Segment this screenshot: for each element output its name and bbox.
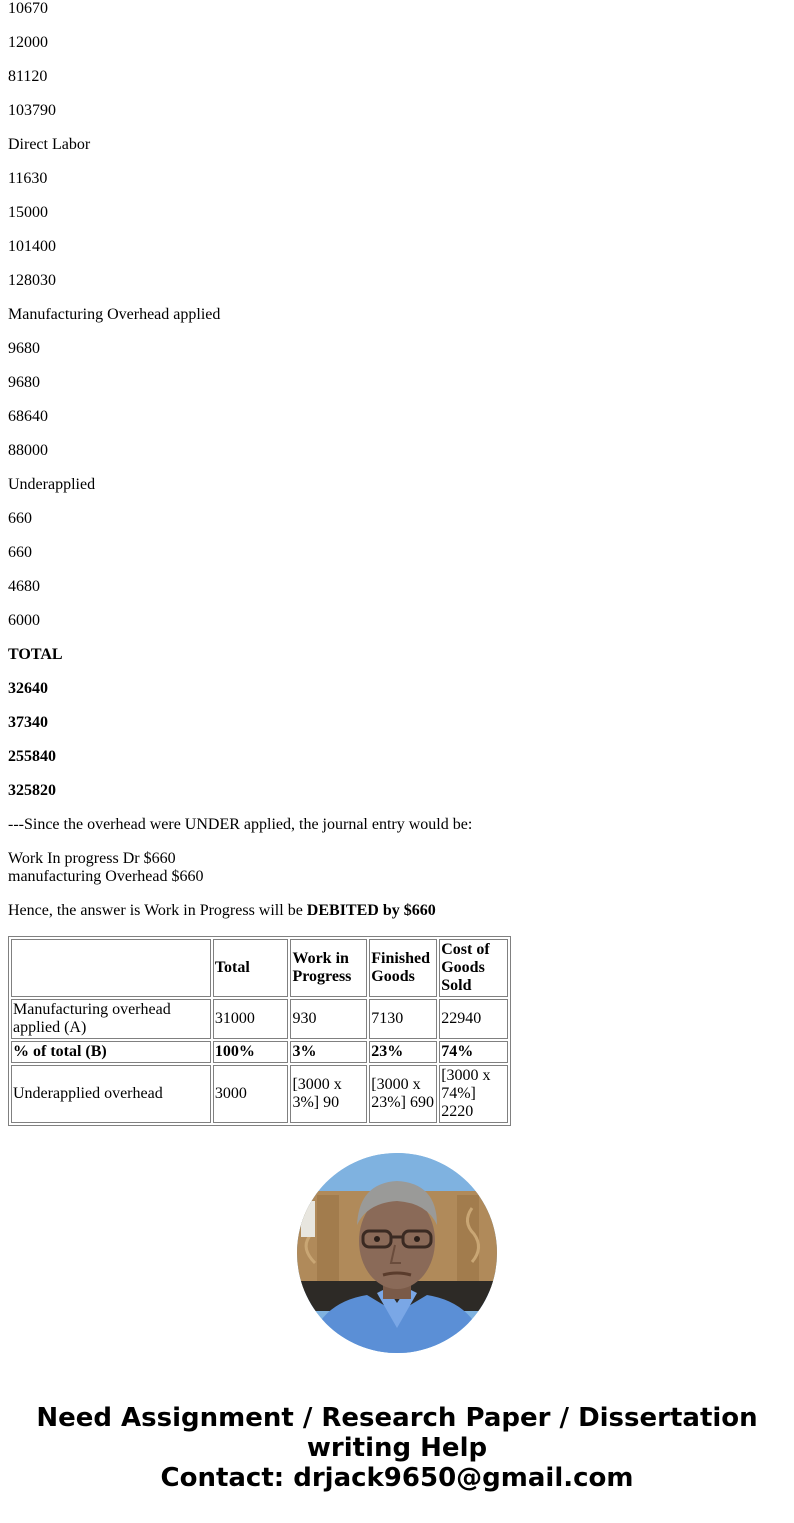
ledger-line: 101400 bbox=[8, 238, 56, 255]
cell-finished-goods: [3000 x 23%] 690 bbox=[369, 1065, 437, 1123]
promo-contact-email[interactable]: Contact: drjack9650@gmail.com bbox=[160, 1463, 634, 1493]
explanation-intro: ---Since the overhead were UNDER applied, the journal entry would be: bbox=[8, 816, 473, 833]
ledger-line: 660 bbox=[8, 544, 32, 561]
ledger-total-value: 32640 bbox=[8, 680, 48, 697]
document-body bbox=[8, 0, 786, 1126]
ledger-line: 15000 bbox=[8, 204, 48, 221]
table-header-cogs: Cost of Goods Sold bbox=[439, 939, 508, 997]
cell-total: 100% bbox=[213, 1041, 289, 1063]
ledger-line: 88000 bbox=[8, 442, 48, 459]
table-row bbox=[11, 1041, 508, 1063]
promo-footer bbox=[0, 1403, 794, 1493]
answer-emphasis: DEBITED by $660 bbox=[306, 902, 436, 919]
table-header-blank bbox=[11, 939, 211, 997]
table-header-total: Total bbox=[213, 939, 289, 997]
cell-cogs: 74% bbox=[439, 1041, 508, 1063]
overhead-allocation-table bbox=[8, 936, 511, 1126]
cell-finished-goods: 7130 bbox=[369, 999, 437, 1039]
ledger-total-value: 325820 bbox=[8, 782, 56, 799]
ledger-heading-total: TOTAL bbox=[8, 646, 63, 663]
ledger-total-value: 37340 bbox=[8, 714, 48, 731]
ledger-heading-overhead-applied: Manufacturing Overhead applied bbox=[8, 306, 221, 323]
row-label: Underapplied overhead bbox=[11, 1065, 211, 1123]
cell-total: 31000 bbox=[213, 999, 289, 1039]
cell-cogs: [3000 x 74%] 2220 bbox=[439, 1065, 508, 1123]
table-header-wip: Work in Progress bbox=[290, 939, 367, 997]
ledger-line: 6000 bbox=[8, 612, 40, 629]
answer-prefix: Hence, the answer is Work in Progress will be bbox=[8, 902, 307, 919]
journal-entry-credit: manufacturing Overhead $660 bbox=[8, 868, 204, 885]
ledger-line: 660 bbox=[8, 510, 32, 527]
ledger-line: 128030 bbox=[8, 272, 56, 289]
ledger-heading-underapplied: Underapplied bbox=[8, 476, 96, 493]
cell-finished-goods: 23% bbox=[369, 1041, 437, 1063]
ledger-line: 68640 bbox=[8, 408, 48, 425]
ledger-line: 12000 bbox=[8, 34, 48, 51]
cell-wip: [3000 x 3%] 90 bbox=[290, 1065, 367, 1123]
ledger-line: 81120 bbox=[8, 68, 48, 85]
ledger-line: 103790 bbox=[8, 102, 56, 119]
ledger-heading-direct-labor: Direct Labor bbox=[8, 136, 91, 153]
promo-line-2: writing Help bbox=[306, 1433, 488, 1463]
table-header-finished-goods: Finished Goods bbox=[369, 939, 437, 997]
journal-entry bbox=[8, 850, 786, 886]
ledger-line: 11630 bbox=[8, 170, 48, 187]
author-avatar bbox=[297, 1153, 497, 1353]
table-header-row bbox=[11, 939, 508, 997]
promo-line-1: Need Assignment / Research Paper / Dissertation bbox=[36, 1403, 758, 1433]
row-label: Manufacturing overhead applied (A) bbox=[11, 999, 211, 1039]
ledger-line: 9680 bbox=[8, 374, 40, 391]
journal-entry-debit: Work In progress Dr $660 bbox=[8, 850, 176, 867]
ledger-line: 4680 bbox=[8, 578, 40, 595]
answer-statement bbox=[8, 902, 786, 920]
cell-cogs: 22940 bbox=[439, 999, 508, 1039]
ledger-line: 9680 bbox=[8, 340, 40, 357]
ledger-total-value: 255840 bbox=[8, 748, 56, 765]
person-photo-icon bbox=[297, 1153, 497, 1353]
cell-wip: 3% bbox=[290, 1041, 367, 1063]
row-label: % of total (B) bbox=[11, 1041, 211, 1063]
table-row bbox=[11, 1065, 508, 1123]
cell-total: 3000 bbox=[213, 1065, 289, 1123]
cell-wip: 930 bbox=[290, 999, 367, 1039]
ledger-line: 10670 bbox=[8, 0, 48, 17]
table-row bbox=[11, 999, 508, 1039]
